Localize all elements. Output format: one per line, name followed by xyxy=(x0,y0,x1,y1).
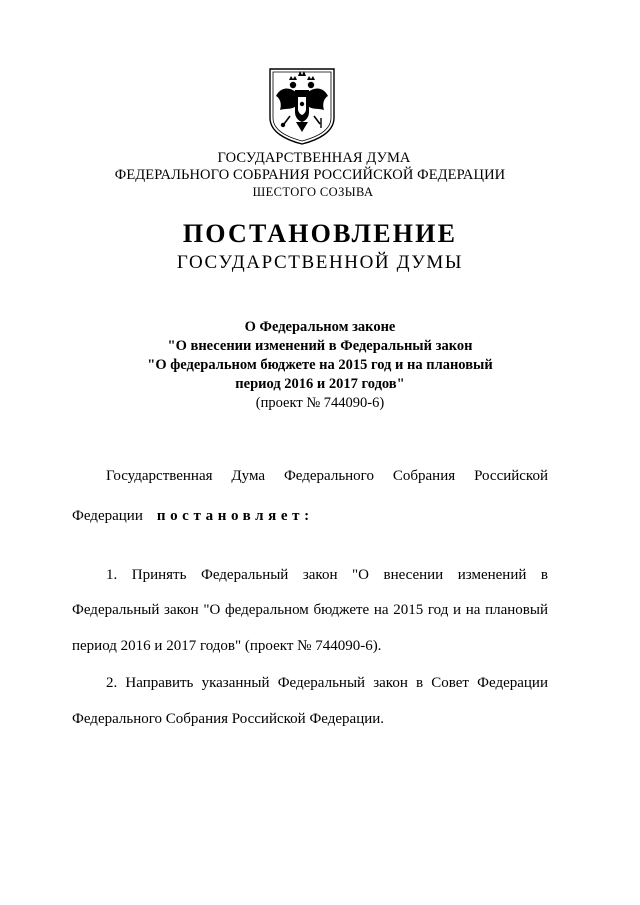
state-emblem-icon xyxy=(266,66,338,146)
issuer-header xyxy=(0,150,620,201)
preamble-line-2 xyxy=(72,506,548,526)
item-1-line-2: Федеральный закон "О федеральном бюджете на 2015 год и на плановый xyxy=(72,602,548,618)
document-issuer-subtitle: ГОСУДАРСТВЕННОЙ ДУМЫ xyxy=(176,252,464,273)
subject-line-4: период 2016 и 2017 годов" xyxy=(235,376,405,392)
item-2-line-1: 2. Направить указанный Федеральный закон в Совет Федерации xyxy=(106,675,548,691)
resolves-word: постановляет: xyxy=(156,508,314,524)
item-1-line-3: период 2016 и 2017 годов" (проект № 744090-6). xyxy=(72,638,382,654)
preamble-line-1: Государственная Дума Федерального Собрания Российской xyxy=(106,468,548,484)
item-2-line-2: Федерального Собрания Российской Федерации. xyxy=(72,711,385,727)
header-line-2: ФЕДЕРАЛЬНОГО СОБРАНИЯ РОССИЙСКОЙ ФЕДЕРАЦИИ xyxy=(114,167,506,183)
preamble-line-2-start: Федерации xyxy=(72,508,143,524)
resolution-subject xyxy=(0,318,630,413)
subject-line-3: "О федеральном бюджете на 2015 год и на плановый xyxy=(147,357,493,373)
header-line-1: ГОСУДАРСТВЕННАЯ ДУМА xyxy=(217,150,411,166)
item-1-line-1: 1. Принять Федеральный закон "О внесении изменений в xyxy=(106,567,548,583)
subject-line-2: "О внесении изменений в Федеральный закон xyxy=(167,338,473,354)
project-number: (проект № 744090-6) xyxy=(255,395,385,411)
document-type-title: ПОСТАНОВЛЕНИЕ xyxy=(182,219,458,248)
subject-line-1: О Федеральном законе xyxy=(244,319,396,335)
header-line-3: ШЕСТОГО СОЗЫВА xyxy=(252,185,374,199)
